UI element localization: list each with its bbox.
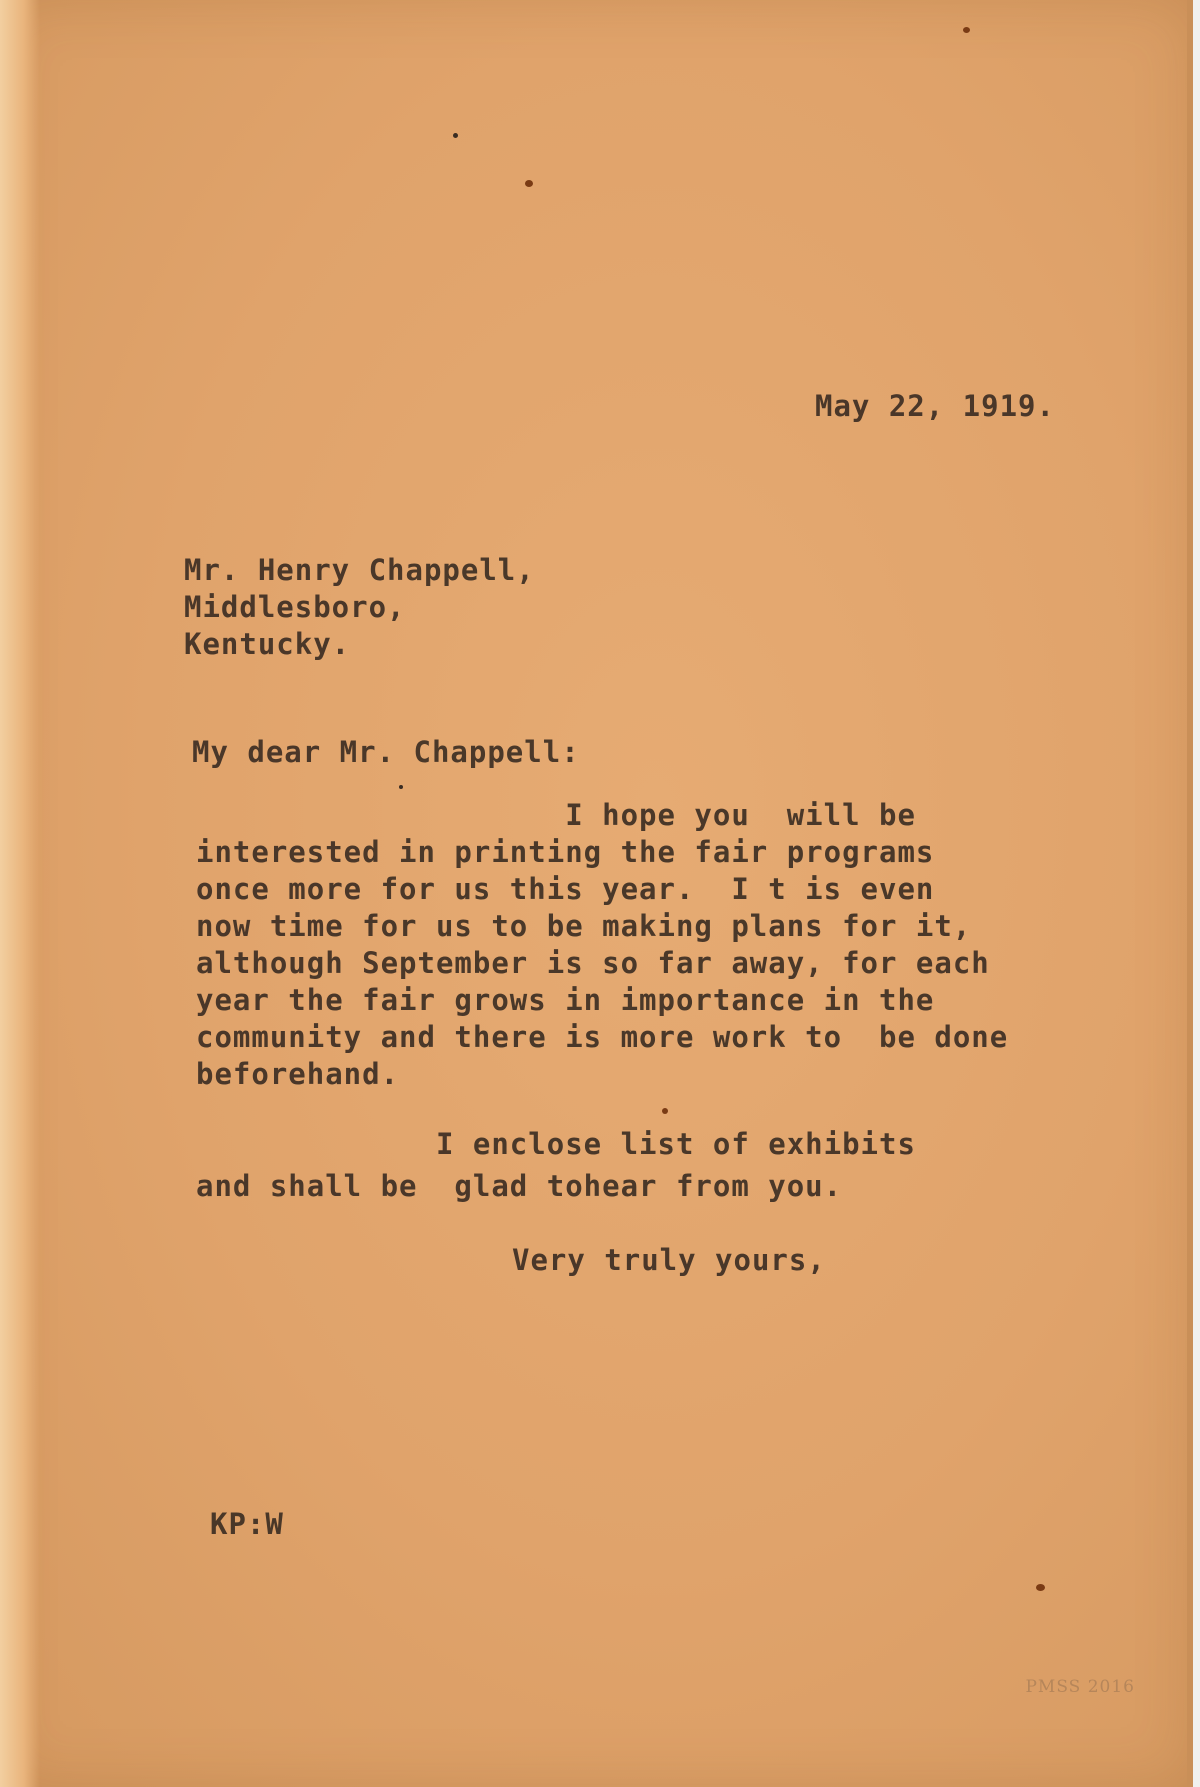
body-paragraph-1 xyxy=(196,797,1008,1093)
paper-speck xyxy=(525,180,533,187)
body-line: and shall be glad tohear from you. xyxy=(196,1169,843,1203)
paper-speck xyxy=(662,1108,668,1114)
paper-speck xyxy=(453,133,458,138)
paper-speck xyxy=(399,785,403,789)
body-line: year the fair grows in importance in the xyxy=(196,983,935,1017)
body-line: now time for us to be making plans for it, xyxy=(196,909,972,943)
paper-speck xyxy=(963,27,970,33)
body-line: although September is so far away, for each xyxy=(196,946,990,980)
recipient-name: Mr. Henry Chappell, xyxy=(184,553,535,587)
body-line: interested in printing the fair programs xyxy=(196,835,935,869)
salutation: My dear Mr. Chappell: xyxy=(192,735,580,769)
body-line: I hope you will be xyxy=(196,798,916,832)
body-line: once more for us this year. I t is even xyxy=(196,872,935,906)
body-paragraph-2 xyxy=(196,1123,916,1207)
archive-watermark: PMSS 2016 xyxy=(1025,1677,1135,1697)
closing: Very truly yours, xyxy=(512,1243,826,1277)
paper-speck xyxy=(1036,1584,1045,1591)
body-line: beforehand. xyxy=(196,1057,400,1091)
letter-date: May 22, 1919. xyxy=(815,389,1055,423)
body-line: community and there is more work to be done xyxy=(196,1020,1009,1054)
recipient-state: Kentucky. xyxy=(184,627,351,661)
body-line: I enclose list of exhibits xyxy=(196,1127,916,1161)
recipient-city: Middlesboro, xyxy=(184,590,406,624)
recipient-address xyxy=(184,552,535,663)
typist-initials: KP:W xyxy=(210,1507,284,1541)
